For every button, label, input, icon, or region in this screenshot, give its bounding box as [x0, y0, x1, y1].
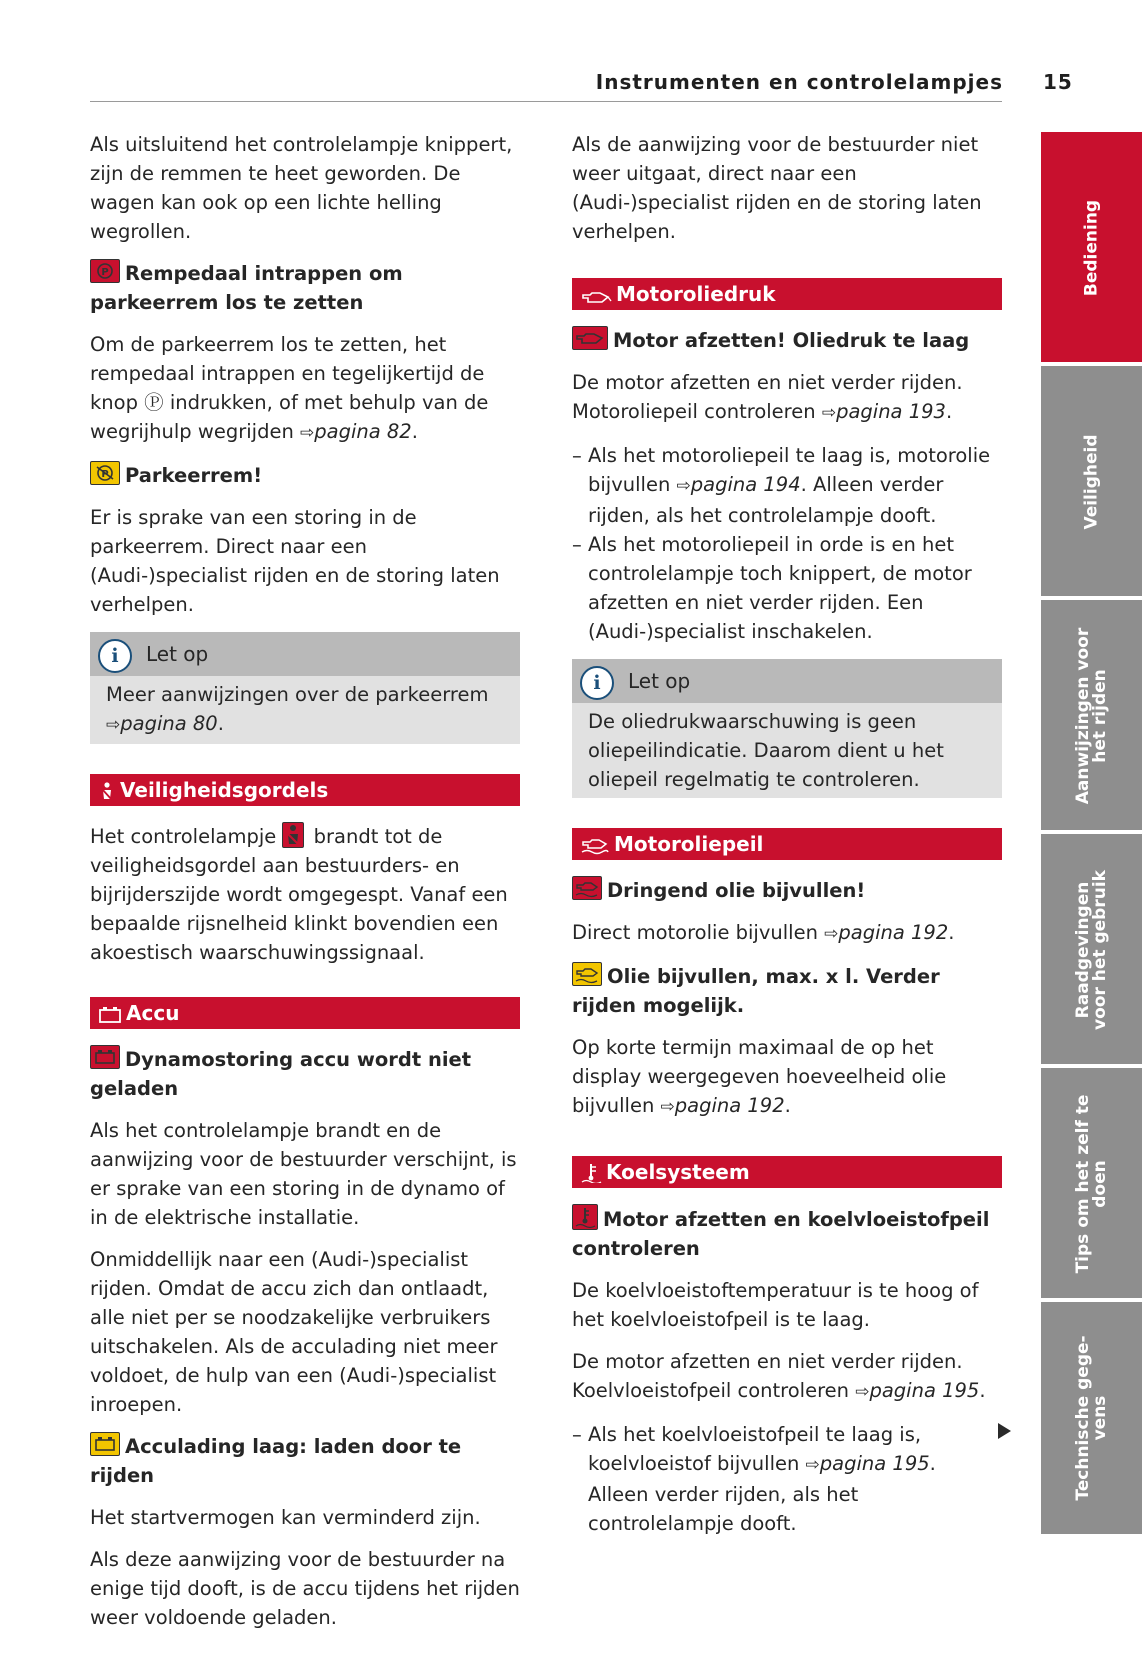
paragraph: De motor afzetten en niet verder rijden. Koelvloeistofpeil controleren ⇨pagina 195.	[572, 1350, 986, 1402]
page-ref-arrow-icon: ⇨	[106, 715, 121, 735]
tab-bediening[interactable]: Bediening	[1041, 128, 1142, 364]
section-bar-motoroliedruk: Motoroliedruk	[572, 278, 1002, 310]
page-reference[interactable]: pagina 195	[869, 1379, 980, 1402]
page-reference[interactable]: pagina 82	[314, 420, 412, 443]
oil-pressure-warning-icon	[572, 326, 608, 350]
right-column	[572, 130, 1002, 1551]
section-bar-koelsysteem: Koelsysteem	[572, 1156, 1002, 1188]
parking-brake-fault-icon	[90, 461, 120, 485]
list-item: – Als het motoroliepeil in orde is en het controlelampje toch knippert, de motor afzetten en niet verder rijden. Een (Audi-)specialist inschakelen.	[572, 533, 972, 643]
page-ref-arrow-icon: ⇨	[824, 924, 839, 944]
tab-tips[interactable]: Tips om het zelf te doen	[1041, 1064, 1142, 1300]
page-ref-arrow-icon: ⇨	[660, 1097, 675, 1117]
page-reference[interactable]: pagina 192	[838, 921, 949, 944]
page-ref-arrow-icon: ⇨	[821, 403, 837, 423]
oil-can-icon	[580, 289, 612, 305]
page-reference[interactable]: pagina 195	[819, 1452, 930, 1475]
paragraph: De koelvloeistoftemperatuur is te hoog of het koelvloeistofpeil is te laag.	[572, 1279, 979, 1331]
paragraph: Als uitsluitend het controlelampje knippert, zijn de remmen te heet geworden. De wagen kan ook op een lichte helling wegrollen.	[90, 133, 513, 243]
note-box	[90, 632, 520, 744]
oil-level-low-icon	[572, 962, 602, 986]
brake-warning-icon	[90, 259, 120, 283]
section-bar-motoroliepeil: Motoroliepeil	[572, 828, 1002, 860]
paragraph: Direct motorolie bijvullen ⇨pagina 192.	[572, 921, 955, 944]
left-column	[90, 130, 520, 1645]
oil-level-icon	[580, 837, 610, 855]
parking-button-glyph: Ⓟ	[144, 391, 164, 414]
paragraph: Het startvermogen kan verminderd zijn.	[90, 1506, 481, 1529]
svg-text:P: P	[101, 267, 109, 278]
page-number: 15	[1043, 70, 1073, 94]
coolant-warning-icon	[572, 1204, 598, 1230]
paragraph: Om de parkeerrem los te zetten, het rempedaal intrappen en tegelijkertijd de knop Ⓟ indrukken, of met behulp van de wegrijhulp wegrijden ⇨pagina 82.	[90, 333, 489, 443]
tab-technische-gegevens[interactable]: Technische gege- vens	[1041, 1298, 1142, 1534]
subheading-parkeerrem: P Parkeerrem!	[90, 461, 520, 490]
page-reference[interactable]: pagina 194	[690, 473, 801, 496]
instruction-list	[572, 441, 1002, 646]
tab-veiligheid[interactable]: Veiligheid	[1041, 362, 1142, 598]
coolant-icon	[580, 1163, 602, 1183]
page-ref-arrow-icon: ⇨	[676, 476, 691, 496]
page-reference[interactable]: pagina 80	[120, 712, 218, 735]
header-divider	[90, 101, 1002, 102]
info-icon: i	[580, 666, 614, 700]
page-ref-arrow-icon: ⇨	[855, 1382, 870, 1402]
info-icon: i	[98, 639, 132, 673]
note-body: De oliedrukwaarschuwing is geen oliepeilindicatie. Daarom dient u het oliepeil regelmatig te controleren.	[572, 703, 1002, 798]
note-box	[572, 659, 1002, 798]
instruction-list	[572, 1420, 1002, 1538]
page-reference[interactable]: pagina 192	[674, 1094, 785, 1117]
paragraph: Als het controlelampje brandt en de aanwijzing voor de bestuurder verschijnt, is er sprake van een storing in de dynamo of in de elektrische installatie.	[90, 1119, 517, 1229]
list-item: – Als het koelvloeistofpeil te laag is, koelvloeistof bijvullen ⇨pagina 195. Alleen verder rijden, als het controlelampje dooft.	[572, 1423, 936, 1535]
seatbelt-icon	[98, 781, 116, 801]
continue-arrow-icon	[998, 1423, 1011, 1439]
subheading-koel: Motor afzetten en koelvloeistofpeil controleren	[572, 1204, 1002, 1263]
page-ref-arrow-icon: ⇨	[805, 1455, 820, 1475]
page-reference[interactable]: pagina 193	[836, 400, 946, 423]
svg-text:P: P	[101, 469, 109, 480]
subheading-rempedaal: P Rempedaal intrappen om parkeerrem los te zetten	[90, 259, 520, 317]
page-ref-arrow-icon: ⇨	[300, 423, 315, 443]
subheading-olie-max: Olie bijvullen, max. x l. Verder rijden mogelijk.	[572, 962, 1002, 1020]
note-header: i Let op	[90, 632, 520, 676]
paragraph: Onmiddellijk naar een (Audi-)specialist rijden. Omdat de accu zich dan ontlaadt, alle niet per se noodzakelijke verbruikers uitschakelen. Als de acculading niet meer voldoet, de hulp van een (Audi-)specialist inroepen.	[90, 1248, 498, 1416]
running-header-title: Instrumenten en controlelampjes	[595, 70, 1003, 94]
subheading-dynamo: Dynamostoring accu wordt niet geladen	[90, 1045, 520, 1103]
tab-raadgevingen[interactable]: Raadgevingen voor het gebruik	[1041, 830, 1142, 1066]
note-body: Meer aanwijzingen over de parkeerrem ⇨pagina 80.	[90, 676, 520, 744]
battery-warning-icon	[90, 1045, 120, 1069]
paragraph: Er is sprake van een storing in de parkeerrem. Direct naar een (Audi-)specialist rijden en de storing laten verhelpen.	[90, 506, 500, 616]
note-header: i Let op	[572, 659, 1002, 703]
paragraph: De motor afzetten en niet verder rijden. Motoroliepeil controleren ⇨pagina 193.	[572, 371, 963, 423]
oil-level-warning-icon	[572, 876, 602, 900]
section-bar-veiligheidsgordels: Veiligheidsgordels	[90, 774, 520, 806]
seatbelt-warning-icon	[282, 822, 304, 848]
subheading-dringend: Dringend olie bijvullen!	[572, 876, 1002, 905]
subheading-acculading: Acculading laag: laden door te rijden	[90, 1432, 520, 1490]
tab-aanwijzingen[interactable]: Aanwijzingen voor het rijden	[1041, 596, 1142, 832]
paragraph: Het controlelampje brandt tot de veiligheidsgordel aan bestuurders- en bijrijderszijde wordt omgegespt. Vanaf een bepaalde rijsnelheid klinkt bovendien een akoestisch waarschuwingssignaal.	[90, 822, 520, 967]
list-item: – Als het motoroliepeil te laag is, motorolie bijvullen ⇨pagina 194. Alleen verder rijden, als het controlelampje dooft.	[572, 444, 991, 527]
subheading-oliedruk: Motor afzetten! Oliedruk te laag	[572, 326, 1002, 355]
battery-icon	[98, 1006, 122, 1024]
battery-low-icon	[90, 1432, 120, 1456]
paragraph: Als deze aanwijzing voor de bestuurder na enige tijd dooft, is de accu tijdens het rijden weer voldoende geladen.	[90, 1548, 520, 1629]
section-bar-accu: Accu	[90, 997, 520, 1029]
paragraph: Als de aanwijzing voor de bestuurder niet weer uitgaat, direct naar een (Audi-)specialist rijden en de storing laten verhelpen.	[572, 133, 982, 243]
paragraph: Op korte termijn maximaal de op het display weergegeven hoeveelheid olie bijvullen ⇨pagina 192.	[572, 1036, 947, 1117]
